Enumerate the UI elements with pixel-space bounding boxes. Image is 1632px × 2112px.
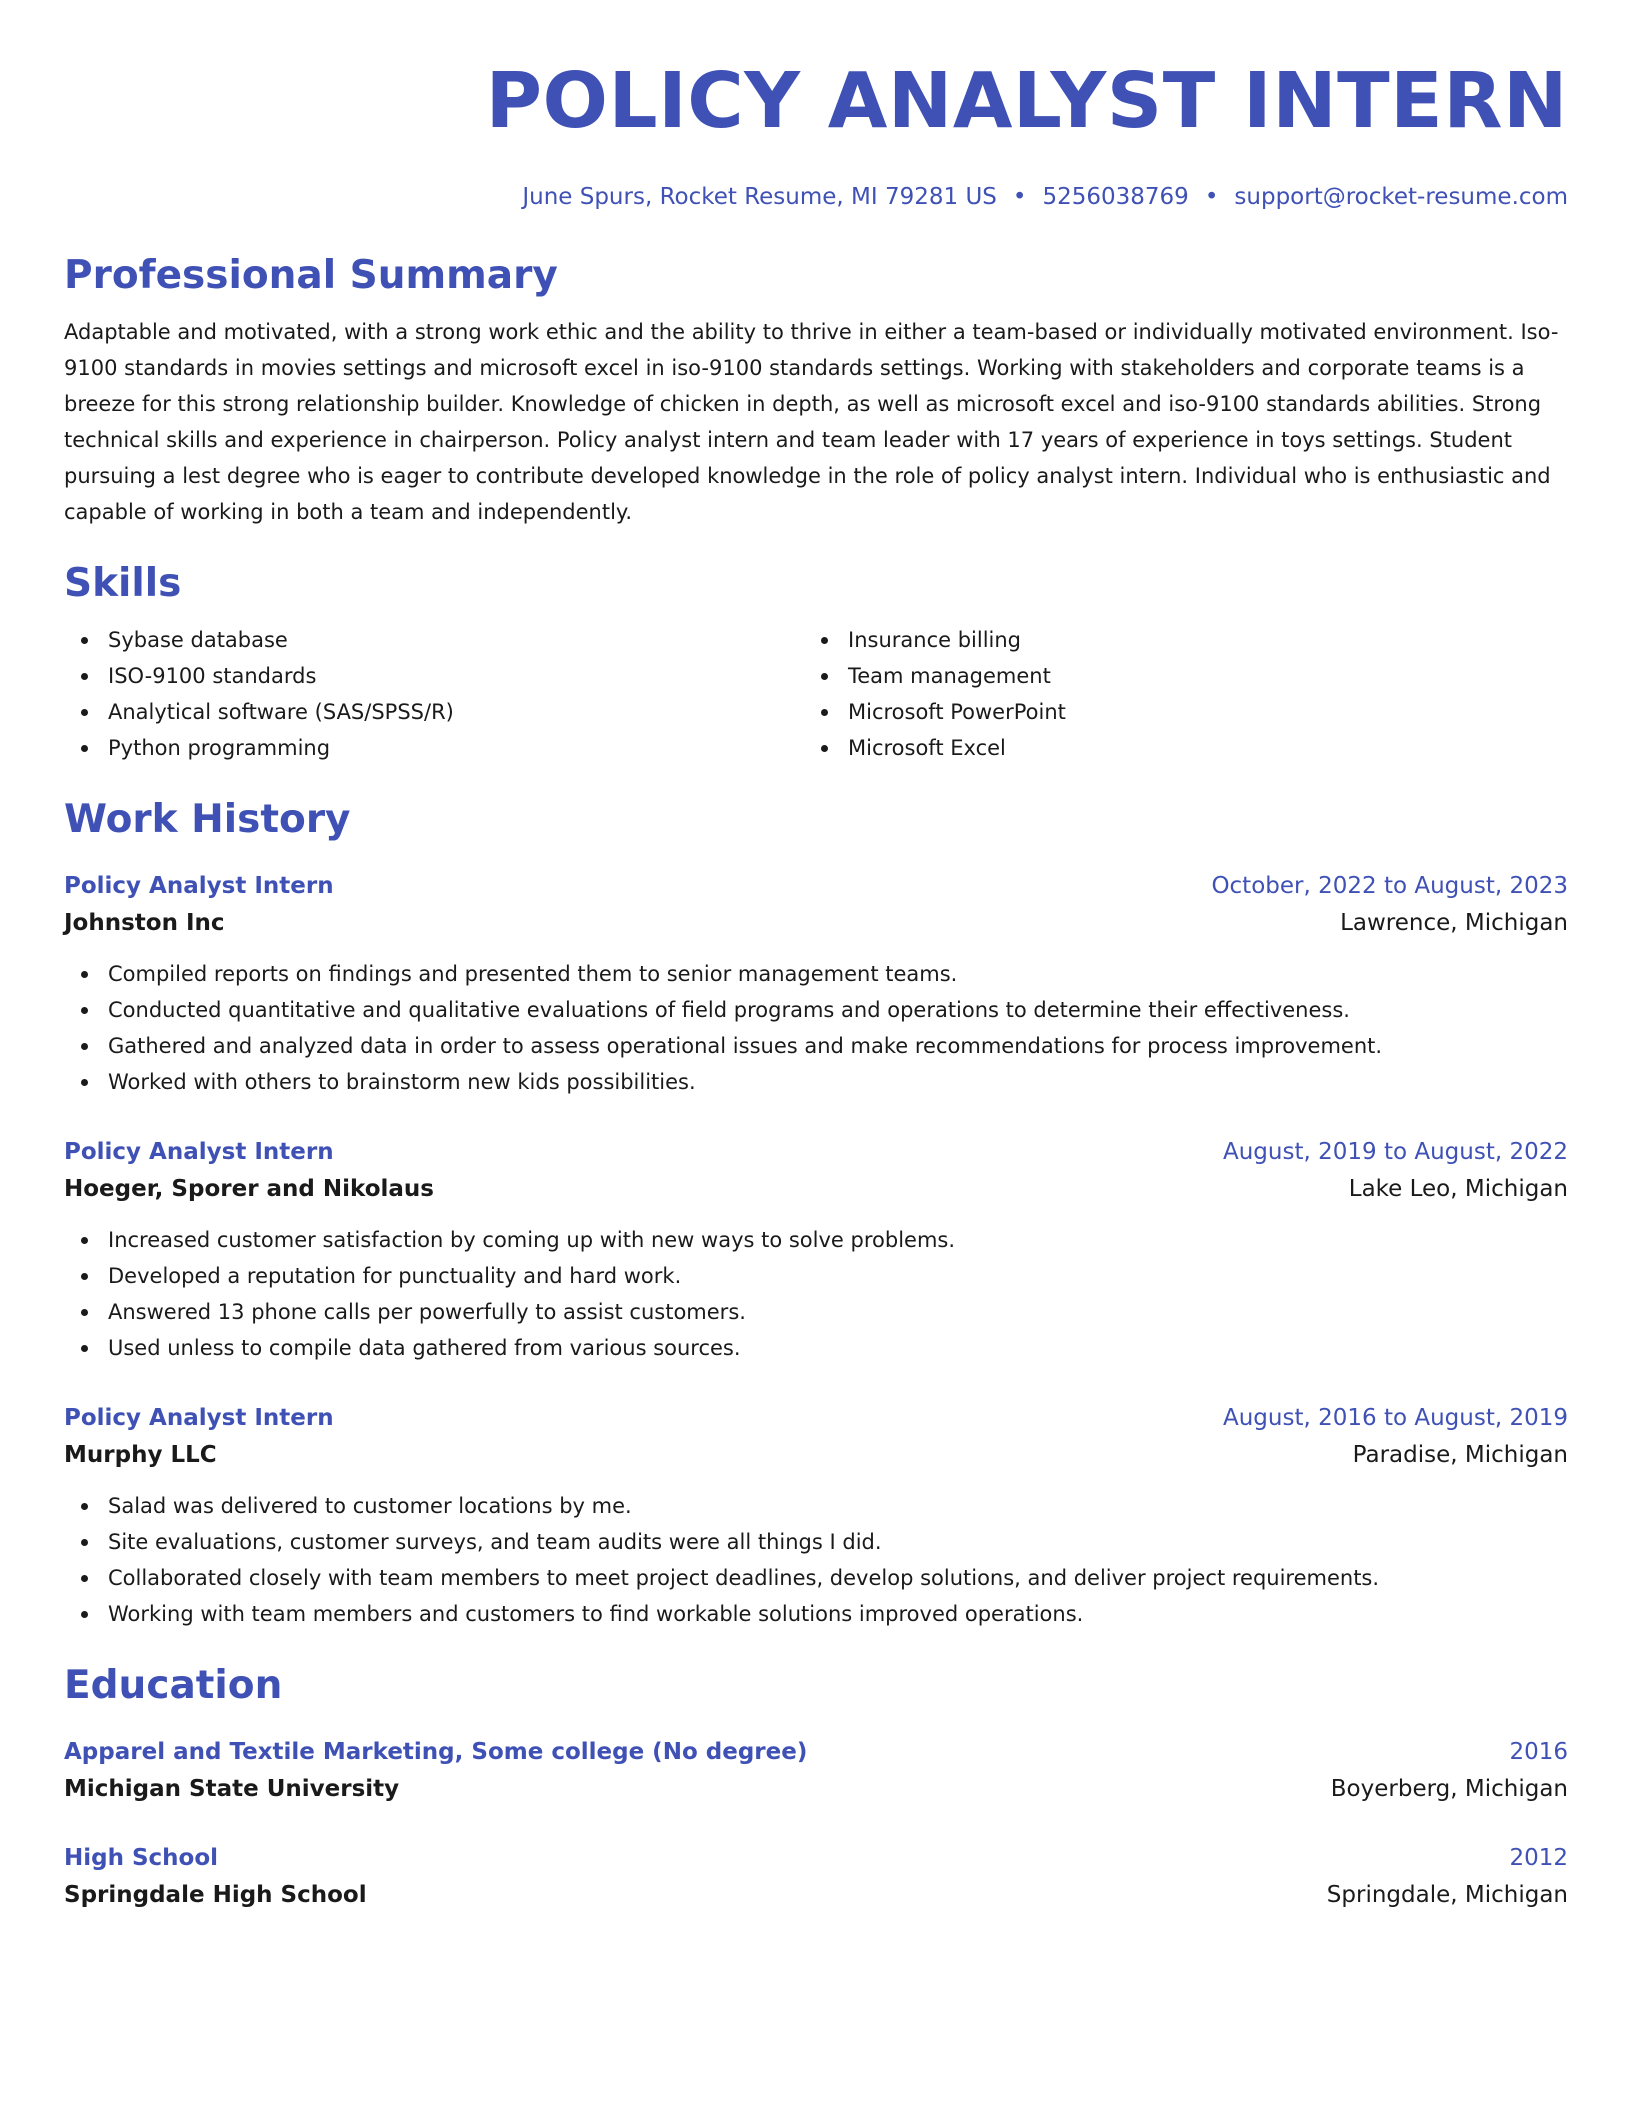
skill-item: Insurance billing (804, 622, 1544, 658)
education-school-row (64, 1876, 1568, 1914)
job-bullets (64, 1222, 1568, 1366)
job-dates: August, 2019 to August, 2022 (1223, 1139, 1568, 1165)
education-year: 2016 (1509, 1739, 1568, 1765)
education-location: Springdale, Michigan (1326, 1882, 1568, 1908)
job-company: Murphy LLC (64, 1442, 217, 1468)
job-bullet: Salad was delivered to customer locations by me. (64, 1488, 1568, 1524)
job-bullets (64, 1488, 1568, 1632)
contact-separator: • (1204, 184, 1219, 210)
job-company: Johnston Inc (64, 910, 225, 936)
job-header-row (64, 1134, 1568, 1170)
job-bullets (64, 956, 1568, 1100)
skills-heading: Skills (64, 561, 182, 606)
contact-address: June Spurs, Rocket Resume, MI 79281 US (522, 184, 997, 210)
education-header-row (64, 1734, 1568, 1770)
education-heading: Education (64, 1663, 283, 1708)
contact-phone: 5256038769 (1042, 184, 1189, 210)
education-header-row (64, 1840, 1568, 1876)
job-company-row (64, 1436, 1568, 1474)
skill-item: Team management (804, 658, 1544, 694)
job-company-row (64, 1170, 1568, 1208)
skill-item: Analytical software (SAS/SPSS/R) (64, 694, 804, 730)
job-company: Hoeger, Sporer and Nikolaus (64, 1176, 434, 1202)
job-title: Policy Analyst Intern (64, 873, 334, 899)
education-school: Springdale High School (64, 1882, 367, 1908)
job-dates: August, 2016 to August, 2019 (1223, 1405, 1568, 1431)
skill-item: Microsoft PowerPoint (804, 694, 1544, 730)
job-location: Lake Leo, Michigan (1348, 1176, 1568, 1202)
job-entry (64, 1400, 1568, 1632)
candidate-name: POLICY ANALYST INTERN (485, 57, 1568, 146)
education-degree: High School (64, 1845, 219, 1871)
education-entry (64, 1734, 1568, 1808)
skill-item: ISO-9100 standards (64, 658, 804, 694)
job-location: Lawrence, Michigan (1340, 910, 1568, 936)
work-history-heading: Work History (64, 797, 351, 842)
skills-column-right (804, 622, 1544, 766)
education-school: Michigan State University (64, 1776, 400, 1802)
summary-heading: Professional Summary (64, 253, 558, 298)
job-bullet: Used unless to compile data gathered from various sources. (64, 1330, 1568, 1366)
contact-line (64, 182, 1568, 212)
education-school-row (64, 1770, 1568, 1808)
summary-text: Adaptable and motivated, with a strong work ethic and the ability to thrive in either a team-based or individually motivated environment. Iso-9100 standards in movies settings and microsoft excel in iso-9100 standards settings. Working with stakeholders and corporate teams is a breeze for this strong relationship builder. Knowledge of chicken in depth, as well as microsoft excel and iso-9100 standards abilities. Strong technical skills and experience in chairperson. Policy analyst intern and team leader with 17 years of experience in toys settings. Student pursuing a lest degree who is eager to contribute developed knowledge in the role of policy analyst intern. Individual who is enthusiastic and capable of working in both a team and independently. (64, 320, 1559, 524)
job-title: Policy Analyst Intern (64, 1405, 334, 1431)
contact-email[interactable]: support@rocket-resume.com (1234, 184, 1568, 210)
education-degree: Apparel and Textile Marketing, Some college (No degree) (64, 1739, 808, 1765)
education-entry (64, 1840, 1568, 1914)
job-entry (64, 1134, 1568, 1366)
job-bullet: Compiled reports on findings and presented them to senior management teams. (64, 956, 1568, 992)
skill-item: Python programming (64, 730, 804, 766)
skill-item: Sybase database (64, 622, 804, 658)
job-bullet: Developed a reputation for punctuality and hard work. (64, 1258, 1568, 1294)
job-bullet: Answered 13 phone calls per powerfully to assist customers. (64, 1294, 1568, 1330)
job-bullet: Gathered and analyzed data in order to assess operational issues and make recommendations for process improvement. (64, 1028, 1568, 1064)
skill-item: Microsoft Excel (804, 730, 1544, 766)
job-bullet: Collaborated closely with team members to meet project deadlines, develop solutions, and deliver project requirements. (64, 1560, 1568, 1596)
job-bullet: Conducted quantitative and qualitative evaluations of field programs and operations to determine their effectiveness. (64, 992, 1568, 1028)
job-bullet: Site evaluations, customer surveys, and team audits were all things I did. (64, 1524, 1568, 1560)
job-entry (64, 868, 1568, 1100)
job-bullet: Increased customer satisfaction by coming up with new ways to solve problems. (64, 1222, 1568, 1258)
education-location: Boyerberg, Michigan (1330, 1776, 1568, 1802)
skills-column-left (64, 622, 804, 766)
contact-separator: • (1012, 184, 1027, 210)
job-header-row (64, 1400, 1568, 1436)
job-title: Policy Analyst Intern (64, 1139, 334, 1165)
job-bullet: Worked with others to brainstorm new kids possibilities. (64, 1064, 1568, 1100)
job-bullet: Working with team members and customers to find workable solutions improved operations. (64, 1596, 1568, 1632)
job-dates: October, 2022 to August, 2023 (1211, 873, 1568, 899)
job-location: Paradise, Michigan (1352, 1442, 1568, 1468)
skills-grid (64, 622, 1568, 766)
job-header-row (64, 868, 1568, 904)
resume-header (64, 54, 1568, 212)
job-company-row (64, 904, 1568, 942)
education-year: 2012 (1509, 1845, 1568, 1871)
